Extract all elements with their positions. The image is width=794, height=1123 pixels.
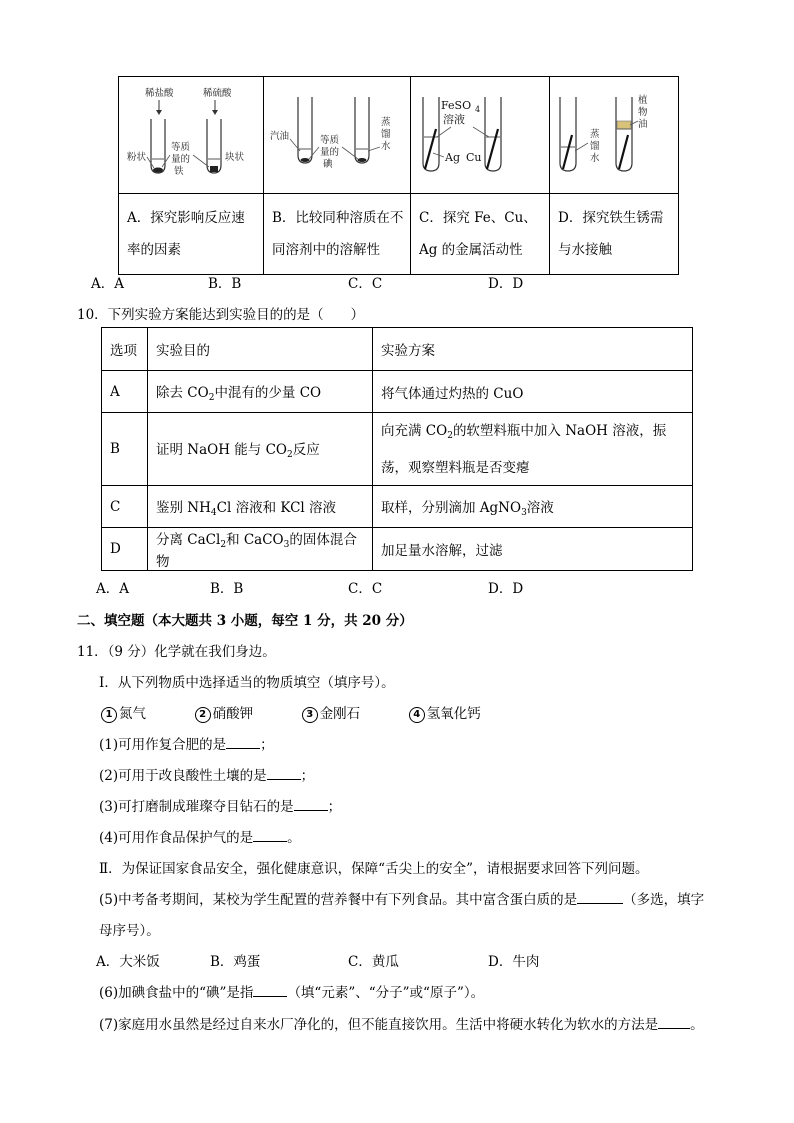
q9-figure-row (119, 77, 679, 194)
figure-d-test-tubes (550, 77, 678, 193)
q9-choice-c: C．C (348, 276, 383, 292)
q10-row-d (102, 528, 693, 571)
figure-a-label: 铁 (174, 166, 184, 177)
q11-sub5-line1: (5)中考备考期间，某校为学生配置的营养餐中有下列食品。其中富含蛋白质的是 （多选，填字 (99, 892, 705, 908)
figure-c-test-tubes (411, 77, 549, 193)
q10-choice-b: B．B (210, 581, 244, 597)
figure-b-test-tubes (264, 77, 410, 193)
row-option: C (102, 486, 148, 528)
answer-blank[interactable] (294, 810, 328, 811)
answer-blank[interactable] (253, 996, 287, 997)
figure-a-label: 量的 (171, 154, 191, 165)
row-goal: 除去 $CO_2$中混有的少量 CO (148, 371, 373, 413)
row-plan: 向充满 $CO_2$的软塑料瓶中加入 NaOH 溶液，振荡，观察塑料瓶是否变瘪 (373, 413, 693, 486)
figure-d-label: 水 (590, 153, 600, 164)
figure-b-label: 汽油 (270, 131, 290, 142)
food-choice-b: B．鸡蛋 (210, 954, 261, 970)
q11-sub7: (7)家庭用水虽然是经过自来水厂净化的，但不能直接饮用。生活中将硬水转化为软水的方法是 。 (99, 1017, 704, 1033)
figure-a-cell (119, 77, 264, 194)
q11-sub2: (2)可用于改良酸性土壤的是 ； (99, 768, 315, 784)
substance-item: 3 金刚石 (302, 706, 361, 722)
q10-choice-c: C．C (348, 581, 383, 597)
figure-a-label: 稀硫酸 (203, 88, 232, 99)
food-choice-c: C．黄瓜 (348, 954, 399, 970)
q9-figure-table (118, 76, 679, 275)
figure-c-label: Cu (466, 151, 482, 164)
q11-sub5-line2: 母序号）。 (99, 923, 160, 939)
figure-a-label: 稀盐酸 (145, 88, 174, 99)
q11-stem: 11．（9 分）化学就在我们身边。 (77, 644, 276, 660)
q9-caption-row (119, 194, 679, 275)
substance-list (101, 702, 481, 723)
header-option: 选项 (102, 328, 148, 371)
row-goal: 证明 NaOH 能与 $CO_2$反应 (148, 413, 373, 486)
q10-row-a (102, 371, 693, 413)
q11-sub4: (4)可用作食品保护气的是 。 (99, 830, 301, 846)
q11-part1-intro: Ⅰ．从下列物质中选择适当的物质填空（填序号）。 (99, 675, 395, 691)
q10-plan-table (101, 327, 693, 571)
answer-blank[interactable] (226, 748, 260, 749)
q11-sub6: (6)加碘食盐中的“碘”是指 （填“元素”、“分子”或“原子”）。 (99, 985, 485, 1001)
figure-c-label: Ag (445, 151, 460, 164)
row-option: A (102, 371, 148, 413)
figure-b-label: 蒸 (381, 117, 391, 128)
figure-d-label: 物 (638, 107, 648, 118)
q9-choice-b: B．B (208, 276, 242, 292)
figure-b-label: 馏 (381, 129, 391, 140)
figure-a-test-tubes (119, 77, 263, 193)
food-choice-d: D．牛肉 (488, 954, 540, 970)
figure-b-label: 等质 (320, 135, 340, 146)
q10-row-c (102, 486, 693, 528)
q10-row-b (102, 413, 693, 486)
figure-a-label: 块状 (225, 152, 245, 163)
figure-b-label: 量的 (320, 147, 340, 158)
q11-part2-intro: Ⅱ．为保证国家食品安全，强化健康意识，保障“舌尖上的安全”，请根据要求回答下列问题。 (99, 861, 649, 877)
q10-header-row (102, 328, 693, 371)
q11-sub1: (1)可用作复合肥的是 ； (99, 737, 274, 753)
row-plan: 取样，分别滴加 AgNO$_3$溶液 (373, 486, 693, 528)
answer-blank[interactable] (253, 841, 287, 842)
answer-blank[interactable] (658, 1028, 690, 1029)
figure-d-label: 油 (638, 119, 648, 130)
figure-a-label: 粉状 (127, 152, 147, 163)
figure-d-cell (550, 77, 679, 194)
caption-d: D．探究铁生锈需与水接触 (550, 194, 679, 275)
food-choice-a: A．大米饭 (96, 954, 160, 970)
substance-item: 1 氮气 (101, 706, 146, 722)
figure-a-label: 等质 (171, 142, 191, 153)
figure-d-label: 蒸 (590, 129, 600, 140)
answer-blank[interactable] (577, 903, 623, 904)
figure-b-label: 碘 (323, 159, 333, 170)
row-option: B (102, 413, 148, 486)
substance-item: 2 硝酸钾 (195, 706, 254, 722)
figure-c-label: FeSO (441, 99, 472, 112)
section-heading: 二、填空题（本大题共 3 小题，每空 1 分，共 20 分） (77, 613, 413, 629)
row-plan: 将气体通过灼热的 CuO (373, 371, 693, 413)
header-plan: 实验方案 (373, 328, 693, 371)
q10-choice-a: A．A (96, 581, 129, 597)
header-goal: 实验目的 (148, 328, 373, 371)
caption-c: C．探究 Fe、Cu、Ag 的金属活动性 (411, 194, 550, 275)
figure-d-label: 馏 (590, 141, 600, 152)
q10-stem: 10．下列实验方案能达到实验目的的是（ ） (77, 307, 365, 323)
row-option: D (102, 528, 148, 571)
q11-sub3: (3)可打磨制成璀璨夺目钻石的是 ； (99, 799, 342, 815)
figure-c-label: 4 (475, 105, 481, 114)
substance-item: 4 氢氧化钙 (409, 706, 481, 722)
answer-blank[interactable] (267, 779, 301, 780)
figure-b-cell (264, 77, 411, 194)
row-goal: 分离 CaCl$_2$和 CaCO$_3$的固体混合物 (148, 528, 373, 571)
figure-c-label: 溶液 (443, 113, 465, 126)
q9-choice-d: D．D (488, 276, 524, 292)
q9-choice-a: A．A (91, 276, 124, 292)
figure-c-cell (411, 77, 550, 194)
caption-b: B．比较同种溶质在不同溶剂中的溶解性 (264, 194, 411, 275)
caption-a: A．探究影响反应速率的因素 (119, 194, 264, 275)
q10-choice-d: D．D (488, 581, 524, 597)
figure-b-label: 水 (381, 141, 391, 152)
figure-d-label: 植 (638, 95, 648, 106)
row-goal: 鉴别 $NH_4Cl$ 溶液和 KCl 溶液 (148, 486, 373, 528)
row-plan: 加足量水溶解，过滤 (373, 528, 693, 571)
